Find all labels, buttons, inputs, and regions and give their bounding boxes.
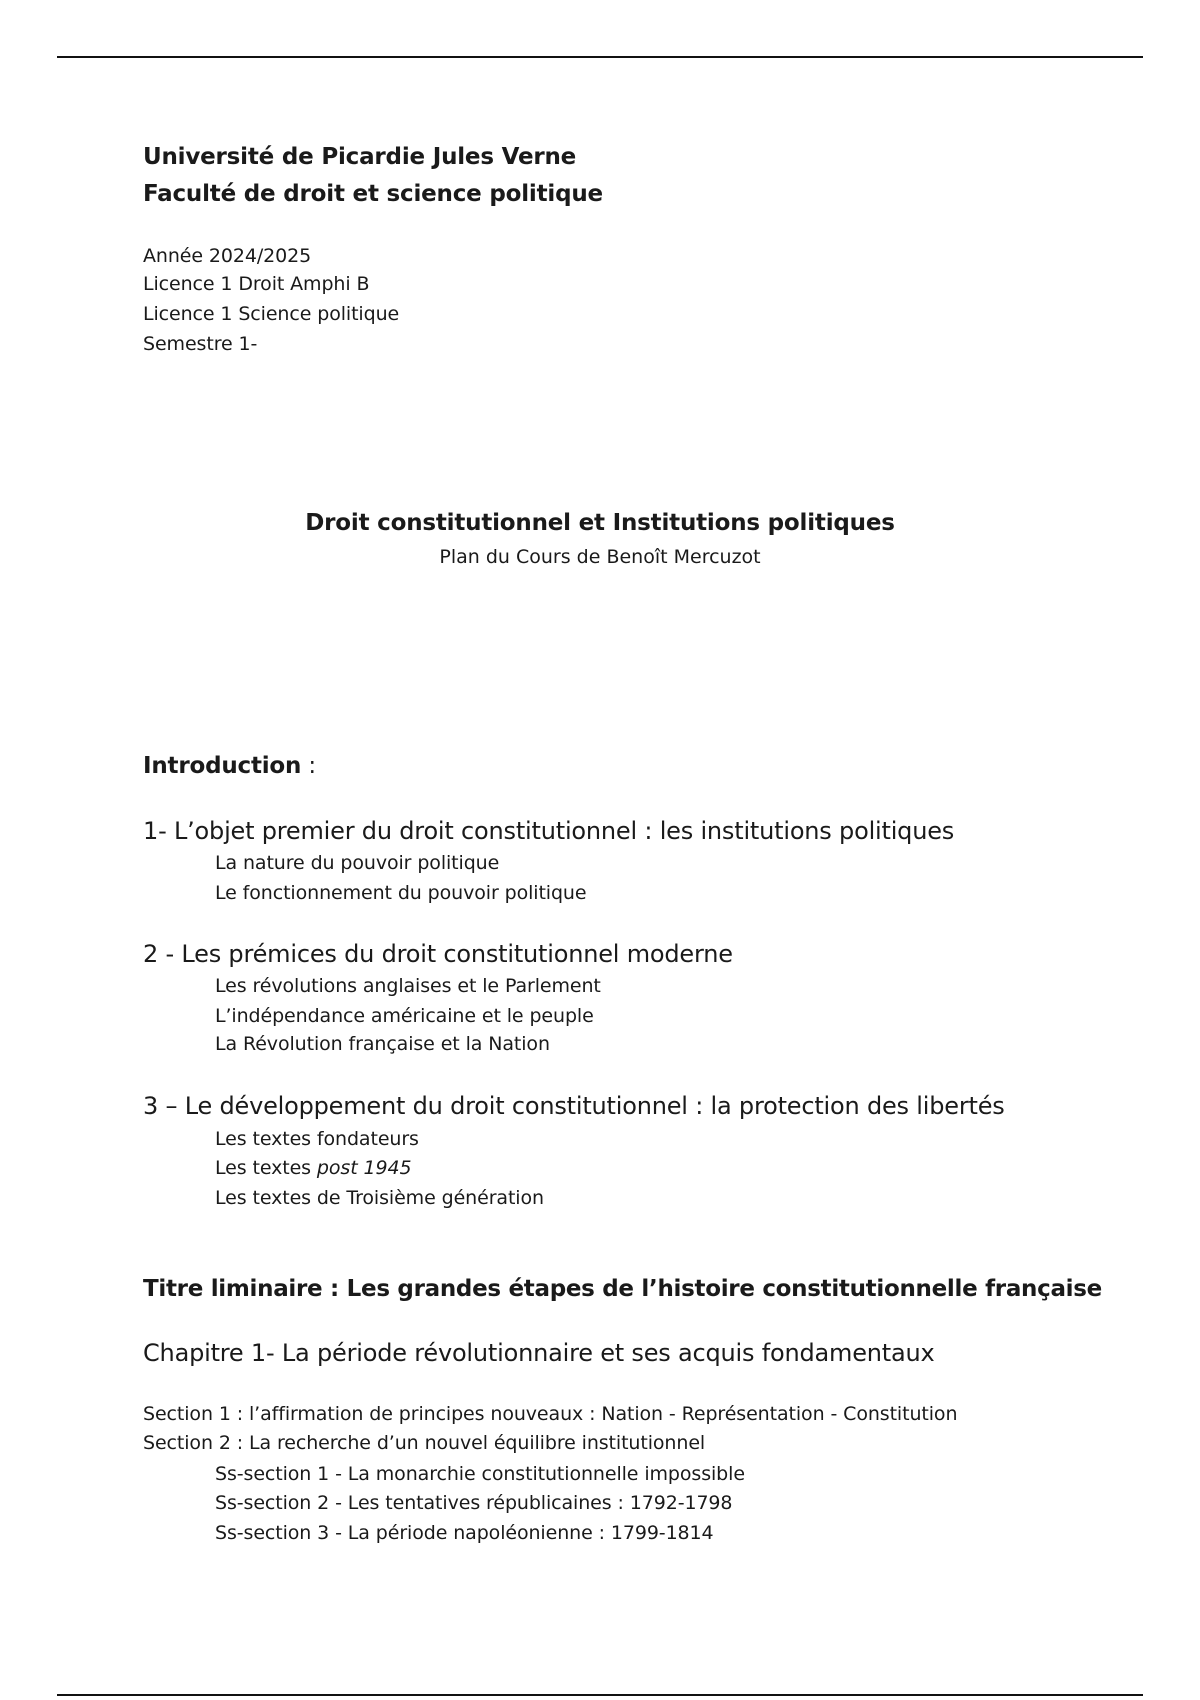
- course-title: Droit constitutionnel et Institutions politiques: [305, 510, 895, 536]
- section-2: Section 2 : La recherche d’un nouvel équilibre institutionnel: [143, 1432, 706, 1454]
- course-subtitle: Plan du Cours de Benoît Mercuzot: [439, 546, 761, 568]
- chapitre-1-title: Chapitre 1- La période révolutionnaire et ses acquis fondamentaux: [143, 1339, 935, 1367]
- intro-part-1-item: La nature du pouvoir politique: [215, 852, 500, 874]
- bottom-rule: [57, 1694, 1143, 1696]
- licence-droit: Licence 1 Droit Amphi B: [143, 273, 370, 295]
- intro-part-2-title: 2 - Les prémices du droit constitutionnel moderne: [143, 940, 733, 968]
- intro-part-3-item-italic: post 1945: [316, 1157, 412, 1179]
- intro-part-2-item: La Révolution française et la Nation: [215, 1033, 550, 1055]
- faculty-name: Faculté de droit et science politique: [143, 181, 603, 207]
- top-rule: [57, 56, 1143, 58]
- intro-part-3-item-text: Les textes: [215, 1157, 317, 1179]
- subsection-2: Ss-section 2 - Les tentatives républicaines : 1792-1798: [215, 1492, 733, 1514]
- semester: Semestre 1-: [143, 333, 258, 355]
- subsection-3: Ss-section 3 - La période napoléonienne : 1799-1814: [215, 1522, 714, 1544]
- licence-science-politique: Licence 1 Science politique: [143, 303, 400, 325]
- university-name: Université de Picardie Jules Verne: [143, 144, 577, 170]
- titre-liminaire-heading: Titre liminaire : Les grandes étapes de l’histoire constitutionnelle française: [143, 1276, 1102, 1302]
- introduction-label: Introduction: [143, 753, 302, 779]
- intro-part-2-item: Les révolutions anglaises et le Parlement: [215, 975, 601, 997]
- intro-part-3-item: Les textes fondateurs: [215, 1128, 419, 1150]
- intro-part-1-item: Le fonctionnement du pouvoir politique: [215, 882, 587, 904]
- intro-part-2-item: L’indépendance américaine et le peuple: [215, 1005, 594, 1027]
- introduction-colon: :: [301, 753, 316, 779]
- intro-part-3-item: [215, 1157, 411, 1179]
- introduction-heading: [143, 753, 316, 779]
- academic-year: Année 2024/2025: [143, 245, 312, 267]
- subsection-1: Ss-section 1 - La monarchie constitutionnelle impossible: [215, 1463, 745, 1485]
- intro-part-3-title: 3 – Le développement du droit constitutionnel : la protection des libertés: [143, 1092, 1005, 1120]
- section-1: Section 1 : l’affirmation de principes nouveaux : Nation - Représentation - Constitution: [143, 1403, 958, 1425]
- intro-part-1-title: 1- L’objet premier du droit constitutionnel : les institutions politiques: [143, 817, 955, 845]
- intro-part-3-item: Les textes de Troisième génération: [215, 1187, 544, 1209]
